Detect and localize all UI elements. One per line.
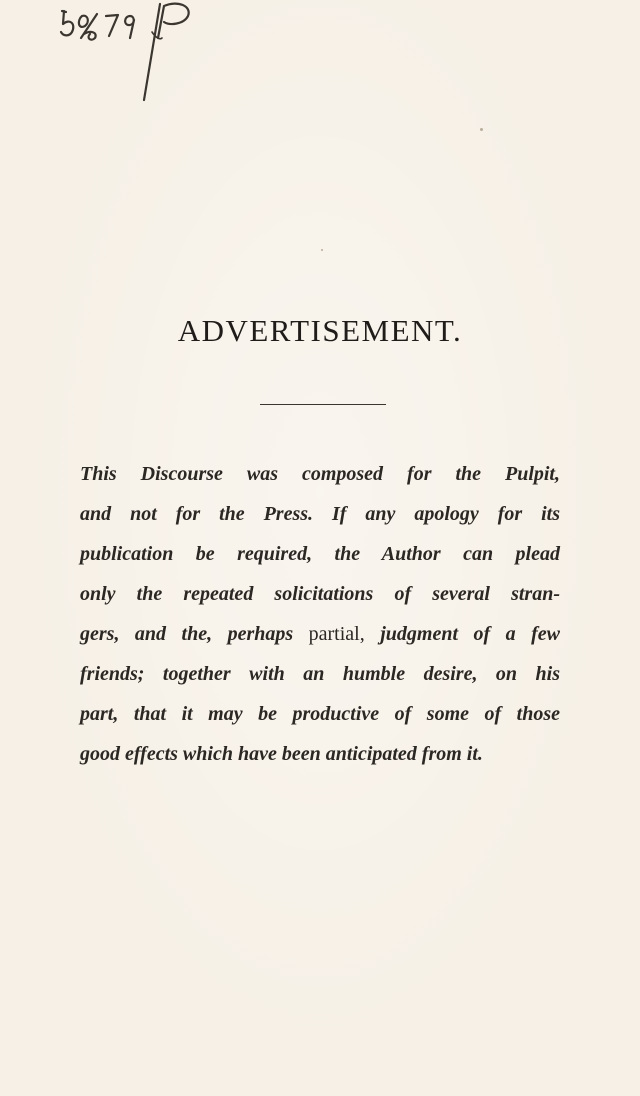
advertisement-paragraph [80, 454, 560, 774]
text-segment: judgment of a few [380, 623, 560, 645]
text-line: This Discourse was composed for the Pulpit, [80, 463, 560, 485]
heading-rule [260, 404, 386, 405]
text-line: part, that it may be productive of some of those [80, 703, 560, 725]
page-heading: ADVERTISEMENT. [177, 313, 463, 348]
upright-word: partial, [308, 623, 381, 645]
handwritten-shelfmark [60, 2, 260, 102]
paper-speck [321, 249, 323, 251]
text-segment: gers, and the, perhaps [80, 623, 309, 645]
shelfmark-ink-icon [60, 2, 260, 102]
text-line: publication be required, the Author can plead [80, 543, 560, 565]
text-line: friends; together with an humble desire, on his [80, 663, 560, 685]
paper-speck [480, 128, 483, 131]
text-line [80, 614, 560, 654]
text-line: and not for the Press. If any apology for its [80, 503, 560, 525]
text-line: good effects which have been anticipated from it. [80, 743, 483, 765]
text-line: only the repeated solicitations of several stran- [80, 583, 560, 605]
